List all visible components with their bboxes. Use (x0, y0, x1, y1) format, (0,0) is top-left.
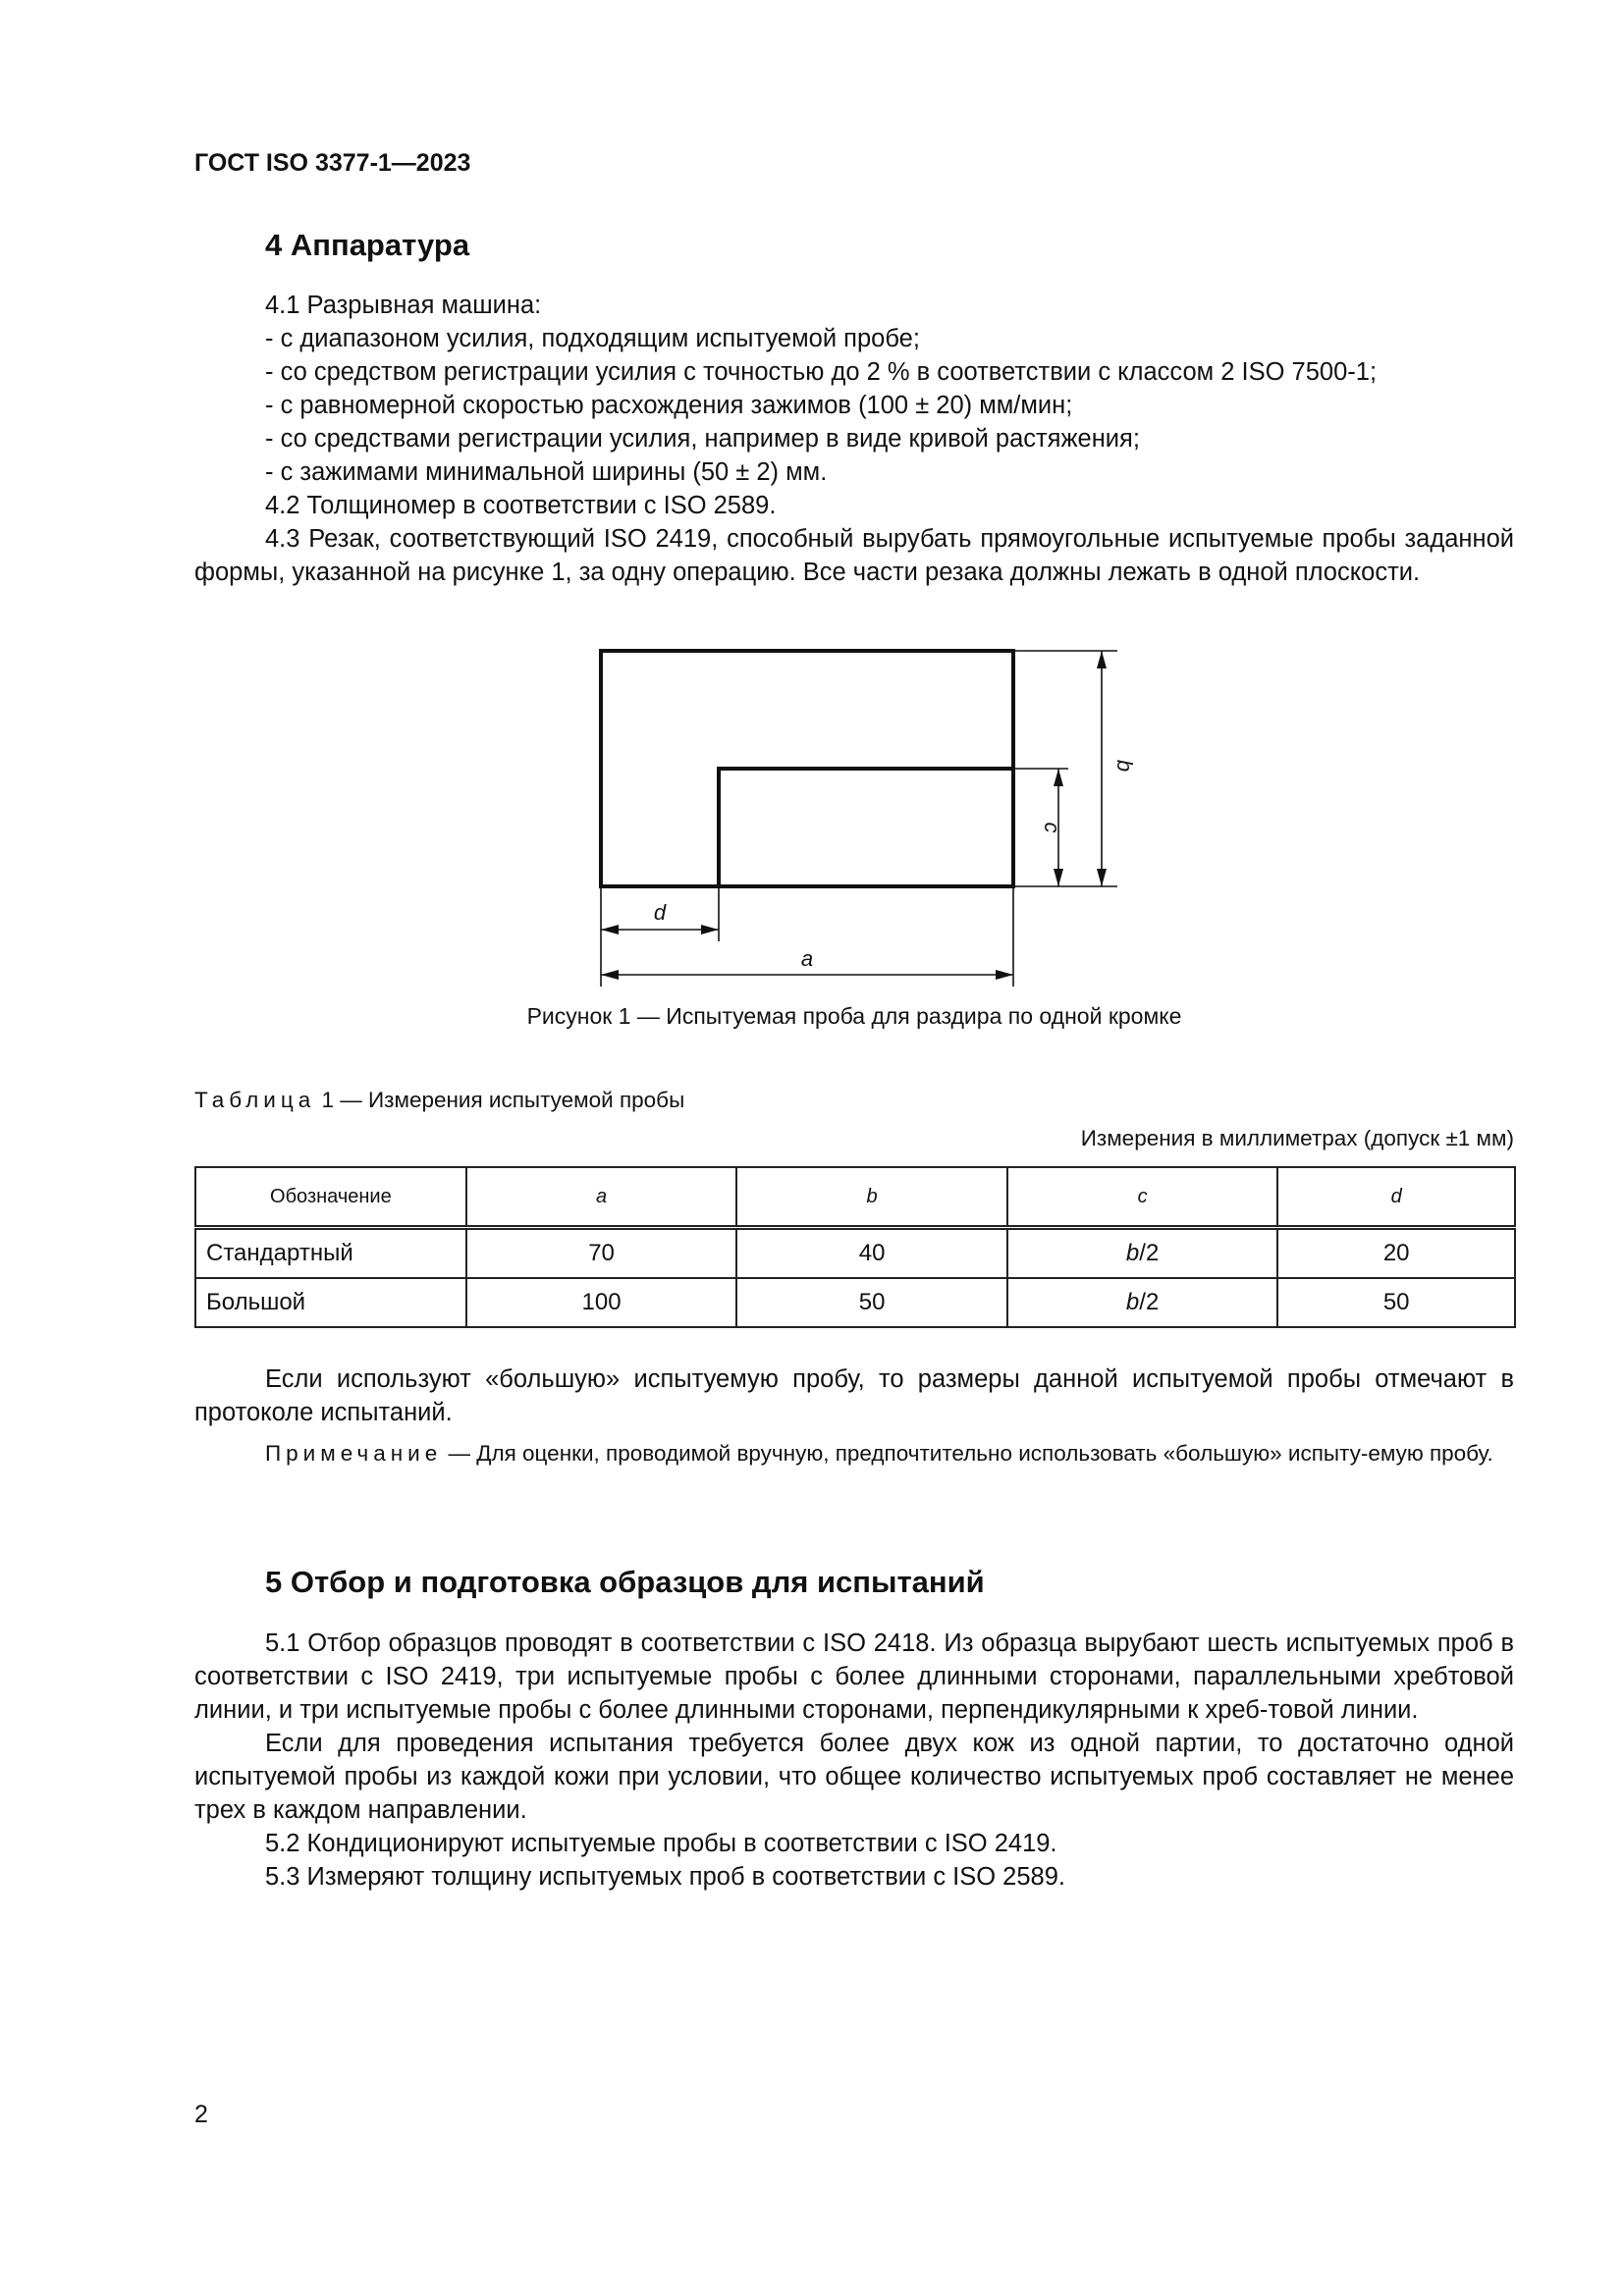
arrowhead (601, 970, 619, 980)
column-header: Обозначение (195, 1167, 466, 1228)
line-4-1: 4.1 Разрывная машина: (265, 292, 542, 319)
dimension-label-a: a (800, 946, 814, 971)
figure-caption: Рисунок 1 — Испытуемая проба для раздира по одной кромке (526, 1003, 1182, 1029)
column-header: c (1007, 1167, 1278, 1228)
table-caption-text: 1 — Измерения испытуемой пробы (315, 1088, 685, 1112)
line-4-2: 4.2 Толщиномер в соответствии с ISO 2589. (265, 492, 777, 519)
arrowhead (996, 970, 1013, 980)
arrowhead (1097, 869, 1107, 886)
table-caption (194, 1088, 684, 1113)
table-row (195, 1228, 1515, 1279)
cell-d: 50 (1277, 1278, 1515, 1327)
list-item: - со средствами регистрации усилия, например в виде кривой растяжения; (265, 425, 1140, 453)
section-5-title: 5 Отбор и подготовка образцов для испытаний (265, 1565, 985, 1599)
column-header: b (736, 1167, 1007, 1228)
arrowhead (1054, 769, 1063, 786)
dimension-label-d: d (653, 900, 667, 925)
arrowhead (1097, 651, 1107, 668)
paragraph-4-3: 4.3 Резак, соответствующий ISO 2419, способный вырубать прямоугольные испытуемые пробы заданной формы, указанной на рисунке 1, за одну операцию. Все части резака должны лежать в одной плоскости. (194, 525, 1514, 586)
dimension-label-c: c (1040, 822, 1064, 833)
list-item: - с зажимами минимальной ширины (50 ± 2) мм. (265, 458, 828, 486)
table-units-note: Измерения в миллиметрах (допуск ±1 мм) (1080, 1126, 1514, 1150)
after-table-text (194, 1362, 1514, 1429)
cell-c-variable: b (1125, 1240, 1140, 1266)
column-header: a (466, 1167, 737, 1228)
cell-a: 100 (466, 1278, 737, 1327)
arrowhead (1054, 869, 1063, 886)
list-item: - с диапазоном усилия, подходящим испытуемой пробе; (265, 325, 920, 352)
cell-b: 40 (736, 1228, 1007, 1279)
document-header: ГОСТ ISO 3377-1—2023 (194, 149, 471, 177)
paragraph-5-1: 5.1 Отбор образцов проводят в соответствии с ISO 2418. Из образца вырубают шесть испытуемых проб в соответствии с ISO 2419, три испытуемые пробы с более длинными сторонами, параллельными хребтовой линии, и три испытуемые пробы с более длинными сторонами, перпендикулярными к хреб-товой линии. (194, 1629, 1514, 1724)
section-5-body (194, 1627, 1514, 1894)
note (194, 1437, 1514, 1469)
table-row (195, 1278, 1515, 1327)
cell-c-divisor: /2 (1139, 1289, 1160, 1315)
note-label: Примечание (265, 1441, 443, 1466)
inner-step-outline (719, 769, 1013, 886)
measurements-table (194, 1166, 1516, 1328)
row-name: Большой (195, 1278, 466, 1327)
paragraph-5-2: 5.2 Кондиционируют испытуемые пробы в соответствии с ISO 2419. (265, 1830, 1057, 1857)
cell-b: 50 (736, 1278, 1007, 1327)
section-4-body (194, 289, 1514, 589)
page-number: 2 (194, 2101, 208, 2128)
list-item: - с равномерной скоростью расхождения зажимов (100 ± 20) мм/мин; (265, 392, 1073, 419)
cell-c (1007, 1228, 1278, 1279)
list-item: - со средством регистрации усилия с точностью до 2 % в соответствии с классом 2 ISO 7500-1; (265, 358, 1378, 386)
figure-1-diagram (579, 633, 1137, 987)
dimension-label-b: b (1112, 759, 1137, 773)
table-caption-word: Таблица (194, 1088, 316, 1112)
arrowhead (701, 925, 719, 934)
cell-d: 20 (1277, 1228, 1515, 1279)
cell-c-divisor: /2 (1139, 1240, 1160, 1266)
paragraph-5-1-cont: Если для проведения испытания требуется более двух кож из одной партии, то достаточно одной испытуемой пробы из каждой кожи при условии, что общее количество испытуемых проб составляет не менее трех в каждом направлении. (194, 1730, 1514, 1824)
cell-c-variable: b (1125, 1289, 1140, 1315)
row-name: Стандартный (195, 1228, 466, 1279)
paragraph: Если используют «большую» испытуемую пробу, то размеры данной испытуемой пробы отмечают в протоколе испытаний. (194, 1365, 1514, 1426)
paragraph-5-3: 5.3 Измеряют толщину испытуемых проб в соответствии с ISO 2589. (265, 1863, 1065, 1891)
cell-c (1007, 1278, 1278, 1327)
cell-a: 70 (466, 1228, 737, 1279)
section-4-title: 4 Аппаратура (265, 228, 470, 262)
table-header-row (195, 1167, 1515, 1228)
note-text: — Для оценки, проводимой вручную, предпочтительно использовать «большую» испыту-емую пробу. (442, 1441, 1493, 1466)
arrowhead (601, 925, 619, 934)
column-header: d (1277, 1167, 1515, 1228)
